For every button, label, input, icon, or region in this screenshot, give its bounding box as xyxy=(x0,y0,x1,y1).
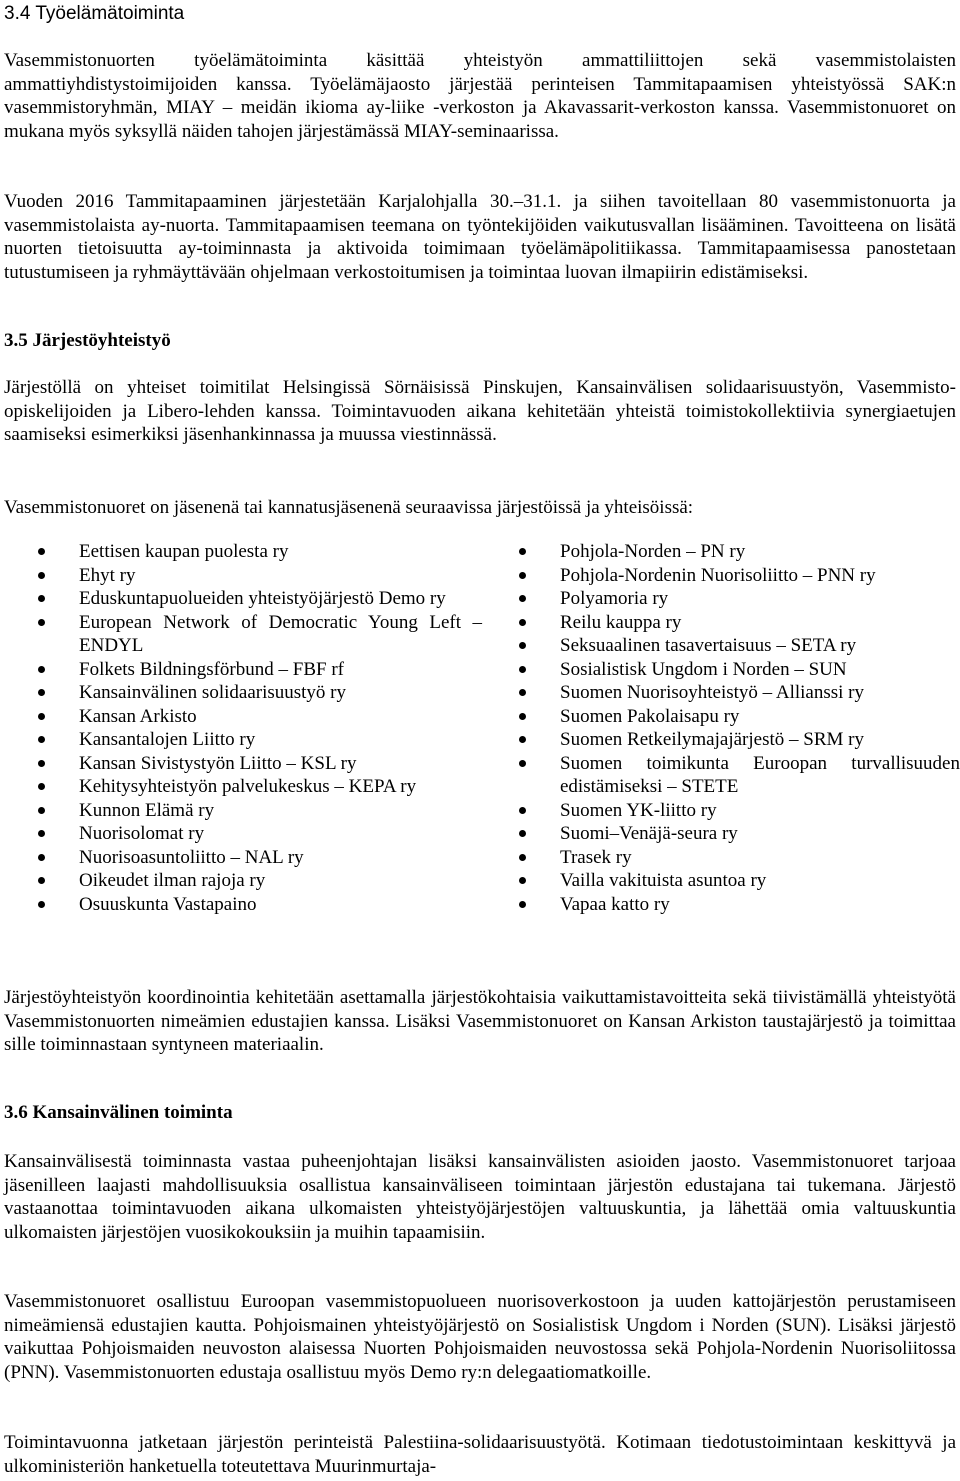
list-item: European Network of Democratic Young Left – ENDYL xyxy=(38,611,482,658)
list-item: Suomen toimikunta Euroopan turvallisuuden edistämiseksi – STETE xyxy=(519,752,960,799)
list-item: Kansan Arkisto xyxy=(38,705,482,729)
paragraph: Vasemmistonuorten työelämätoiminta käsittää yhteistyön ammattiliittojen sekä vasemmistolaisten ammattiyhdistystoimijoiden kanssa. Työelämäjaosto järjestää perinteisen Tammitapaamisen yhteistyössä SAK:n vasemmistoryhmän, MIAY – meidän ikioma ay-liike -verkoston ja Akavassarit-verkoston kanssa. Vasemmistonuoret on mukana myös syksyllä näiden tahojen järjestämässä MIAY-seminaarissa. xyxy=(4,50,956,142)
paragraph: Vasemmistonuoret osallistuu Euroopan vasemmistopuolueen nuorisoverkostoon ja uuden kattojärjestön perustamiseen nimeämiensä edustajien kautta. Pohjoismainen yhteistyöjärjestö on Sosialistisk Ungdom i Norden (SUN). Lisäksi järjestö vaikuttaa Pohjoismaiden neuvoston alaisessa Nuorten Pohjoismaiden neuvostossa sekä Pohjola-Nordenin Nuorisoliitossa (PNN). Vasemmistonuorten edustaja osallistuu myös Demo ry:n delegaatiomatkoille. xyxy=(4,1291,956,1383)
list-item: Pohjola-Nordenin Nuorisoliitto – PNN ry xyxy=(519,564,960,588)
list-item: Sosialistisk Ungdom i Norden – SUN xyxy=(519,658,960,682)
list-item: Kansan Sivistystyön Liitto – KSL ry xyxy=(38,752,482,776)
list-item: Suomen Pakolaisapu ry xyxy=(519,705,960,729)
list-item: Nuorisoasuntoliitto – NAL ry xyxy=(38,846,482,870)
paragraph: Järjestöyhteistyön koordinointia kehitetään asettamalla järjestökohtaisia vaikuttamistavoitteita sekä tiivistämällä yhteistyötä Vasemmistonuorten nimeämien edustajien kanssa. Lisäksi Vasemmistonuoret on Kansan Arkiston taustajärjestö ja toimittaa sille toiminnastaan syntyneen materiaalin. xyxy=(4,987,956,1055)
list-item: Oikeudet ilman rajoja ry xyxy=(38,869,482,893)
organization-list-left xyxy=(38,540,482,916)
list-item: Kehitysyhteistyön palvelukeskus – KEPA ry xyxy=(38,775,482,799)
list-item: Kansantalojen Liitto ry xyxy=(38,728,482,752)
list-item: Seksuaalinen tasavertaisuus – SETA ry xyxy=(519,634,960,658)
list-item: Suomen Retkeilymajajärjestö – SRM ry xyxy=(519,728,960,752)
list-item: Suomen Nuorisoyhteistyö – Allianssi ry xyxy=(519,681,960,705)
section-heading-3-4: 3.4 Työelämätoiminta xyxy=(4,3,185,24)
list-item: Nuorisolomat ry xyxy=(38,822,482,846)
section-heading-3-6: 3.6 Kansainvälinen toiminta xyxy=(4,1102,233,1123)
list-item: Trasek ry xyxy=(519,846,960,870)
paragraph: Kansainvälisestä toiminnasta vastaa puheenjohtajan lisäksi kansainvälisten asioiden jaosto. Vasemmistonuoret tarjoaa jäsenilleen laajasti mahdollisuuksia osallistua kansainväliseen toimintaan järjestön edustajana tai tukemana. Järjestö vastaanottaa toimintavuoden aikana ulkomaisten yhteistyöjärjestöjen valtuuskuntia, ja lähettää omia valtuuskuntia ulkomaisten järjestöjen vuosikokouksiin ja muihin tapaamisiin. xyxy=(4,1151,956,1243)
section-heading-3-5: 3.5 Järjestöyhteistyö xyxy=(4,330,171,351)
list-item: Eduskuntapuolueiden yhteistyöjärjestö Demo ry xyxy=(38,587,482,611)
list-item: Polyamoria ry xyxy=(519,587,960,611)
list-item: Ehyt ry xyxy=(38,564,482,588)
paragraph: Vasemmistonuoret on jäsenenä tai kannatusjäsenenä seuraavissa järjestöissä ja yhteisöissä: xyxy=(4,497,694,518)
list-item: Eettisen kaupan puolesta ry xyxy=(38,540,482,564)
list-item: Osuuskunta Vastapaino xyxy=(38,893,482,917)
paragraph: Vuoden 2016 Tammitapaaminen järjestetään Karjalohjalla 30.–31.1. ja siihen tavoitellaan 80 vasemmistonuorta ja vasemmistolaista ay-nuorta. Tammitapaamisen teemana on työntekijöiden vaikutusvallan lisääminen. Tavoitteena on lisätä nuorten tietoisuutta ay-toiminnasta ja aktivoida toimimaan työelämäpolitiikassa. Tammitapaamisessa panostetaan tutustumiseen ja ryhmäyttävään ohjelmaan verkostoitumisen ja toimintaa luovan ilmapiirin edistämiseksi. xyxy=(4,191,956,283)
paragraph: Toimintavuonna jatketaan järjestön perinteistä Palestiina-solidaarisuustyötä. Kotimaan tiedotustoimintaan keskittyvä ja ulkoministeriön hanketuella toteutettava Muurinmurtaja- xyxy=(4,1432,956,1477)
list-item: Pohjola-Norden – PN ry xyxy=(519,540,960,564)
list-item: Reilu kauppa ry xyxy=(519,611,960,635)
organization-list-right xyxy=(519,540,960,916)
list-item: Vapaa katto ry xyxy=(519,893,960,917)
list-item: Suomen YK-liitto ry xyxy=(519,799,960,823)
paragraph: Järjestöllä on yhteiset toimitilat Helsingissä Sörnäisissä Pinskujen, Kansainvälisen solidaarisuustyön, Vasemmisto-opiskelijoiden ja Libero-lehden kanssa. Toimintavuoden aikana kehitetään yhteistä toimistokollektiivia synergiaetujen saamiseksi esimerkiksi jäsenhankinnassa ja muussa viestinnässä. xyxy=(4,377,956,445)
list-item: Vailla vakituista asuntoa ry xyxy=(519,869,960,893)
list-item: Suomi–Venäjä-seura ry xyxy=(519,822,960,846)
list-item: Kunnon Elämä ry xyxy=(38,799,482,823)
list-item: Kansainvälinen solidaarisuustyö ry xyxy=(38,681,482,705)
list-item: Folkets Bildningsförbund – FBF rf xyxy=(38,658,482,682)
